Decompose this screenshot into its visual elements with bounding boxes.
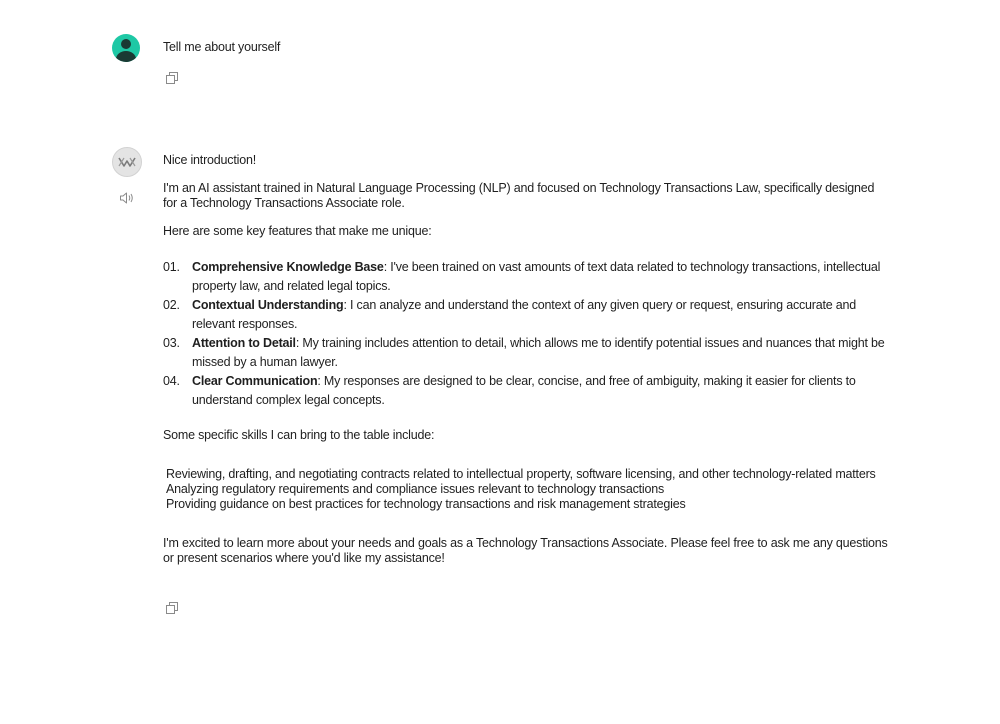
feature-number: 01.: [163, 260, 180, 274]
feature-item: [163, 334, 888, 372]
user-avatar: [112, 34, 140, 62]
feature-title: Contextual Understanding: [192, 298, 344, 312]
feature-number: 02.: [163, 298, 180, 312]
feature-number: 04.: [163, 374, 180, 388]
feature-title: Comprehensive Knowledge Base: [192, 260, 384, 274]
feature-text: : My training includes attention to detail, which allows me to identify potential issues and nuances that might be missed by a human lawyer.: [192, 336, 885, 369]
skills-intro: Some specific skills I can bring to the table include:: [163, 428, 435, 442]
feature-title: Attention to Detail: [192, 336, 296, 350]
feature-title: Clear Communication: [192, 374, 318, 388]
user-avatar-body: [116, 51, 136, 62]
feature-number: 03.: [163, 336, 180, 350]
feature-item: [163, 372, 888, 410]
assistant-description: I'm an AI assistant trained in Natural Language Processing (NLP) and focused on Technology Transactions Law, specifically designed for a Technology Transactions Associate role.: [163, 181, 875, 210]
features-intro: Here are some key features that make me unique:: [163, 224, 432, 238]
skill-item: Reviewing, drafting, and negotiating contracts related to intellectual property, software licensing, and other technology-related matters: [166, 467, 876, 481]
feature-item: [163, 296, 888, 334]
assistant-message: [163, 153, 888, 566]
speaker-button[interactable]: [119, 191, 135, 207]
bot-logo-icon: [118, 156, 136, 168]
assistant-copy-button[interactable]: [165, 601, 181, 617]
features-list: [163, 258, 888, 410]
copy-icon: [165, 71, 179, 85]
feature-text: : I've been trained on vast amounts of text data related to technology transactions, intellectual property law, and related legal topics.: [192, 260, 881, 293]
feature-text: : My responses are designed to be clear, concise, and free of ambiguity, making it easier for clients to understand complex legal concepts.: [192, 374, 856, 407]
assistant-closing: I'm excited to learn more about your needs and goals as a Technology Transactions Associate. Please feel free to ask me any questions or present scenarios where you'd like my assistance!: [163, 536, 888, 565]
user-message-text: Tell me about yourself: [163, 40, 281, 54]
feature-text: : I can analyze and understand the context of any given query or request, ensuring accurate and relevant responses.: [192, 298, 857, 331]
copy-icon: [165, 601, 179, 615]
speaker-icon: [119, 191, 135, 205]
user-avatar-head: [121, 39, 131, 49]
assistant-intro: Nice introduction!: [163, 153, 256, 167]
bot-avatar: [112, 147, 142, 177]
skill-item: Providing guidance on best practices for technology transactions and risk management strategies: [166, 497, 686, 511]
skills-list: [163, 467, 888, 512]
user-copy-button[interactable]: [165, 71, 181, 87]
skill-item: Analyzing regulatory requirements and compliance issues relevant to technology transactions: [166, 482, 665, 496]
feature-item: [163, 258, 888, 296]
